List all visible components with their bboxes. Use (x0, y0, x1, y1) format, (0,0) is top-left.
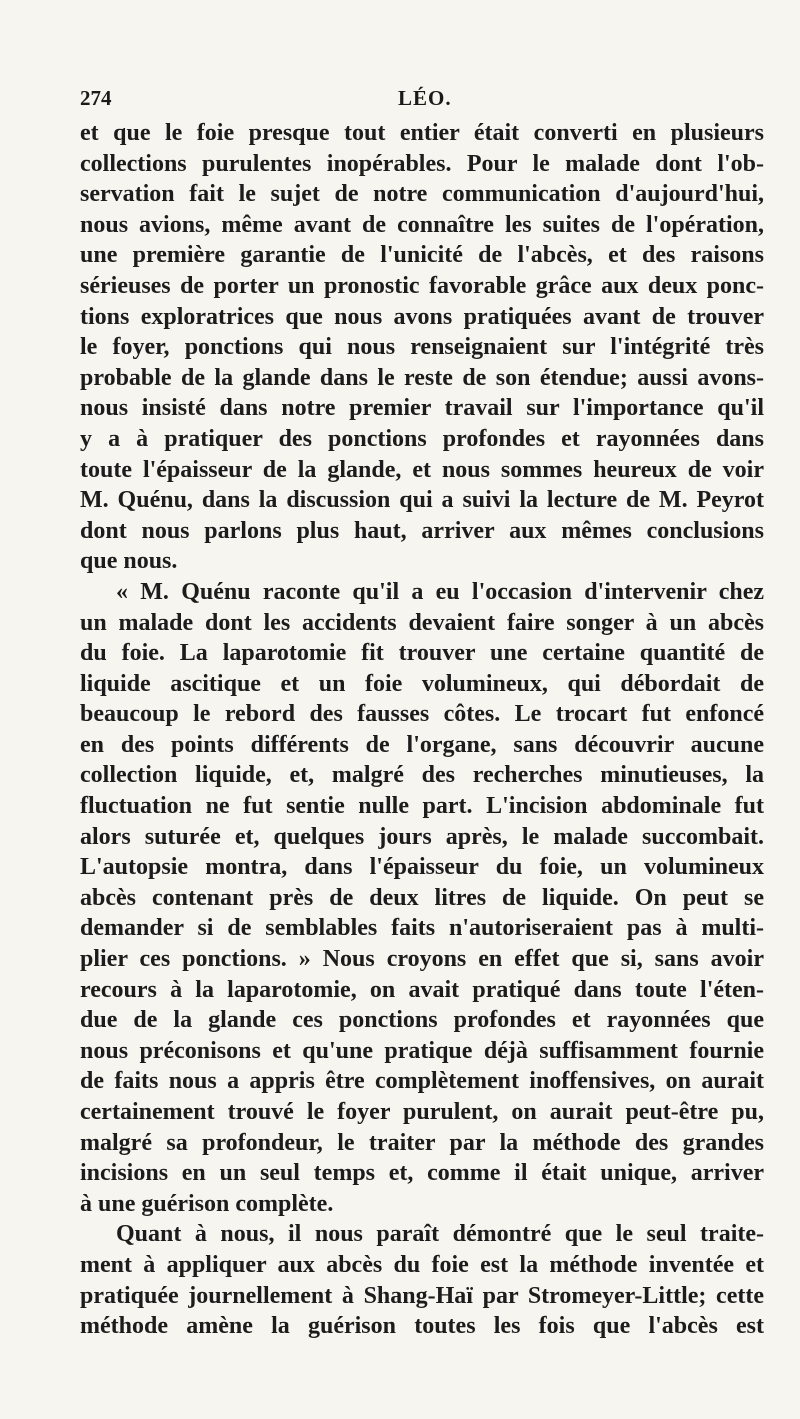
text-line: pratiquée journellement à Shang-Haï par Stromeyer-Little; cette (80, 1282, 764, 1309)
text-line: collection liquide, et, malgré des recherches minutieuses, la (80, 762, 764, 789)
text-line: en des points différents de l'organe, sans découvrir aucune (80, 731, 764, 758)
text-line: Quant à nous, il nous paraît démontré que le seul traite- (116, 1221, 764, 1248)
text-line: nous avions, même avant de connaître les suites de l'opération, (80, 211, 764, 238)
text-line: demander si de semblables faits n'autoriseraient pas à multi- (80, 915, 764, 942)
text-line: nous insisté dans notre premier travail sur l'importance qu'il (80, 395, 764, 422)
text-line: malgré sa profondeur, le traiter par la méthode des grandes (80, 1129, 764, 1156)
text-line: du foie. La laparotomie fit trouver une certaine quantité de (80, 640, 764, 667)
text-line: ment à appliquer aux abcès du foie est la méthode inventée et (80, 1251, 764, 1278)
text-line: toute l'épaisseur de la glande, et nous sommes heureux de voir (80, 456, 764, 483)
text-line: L'autopsie montra, dans l'épaisseur du foie, un volumineux (80, 854, 764, 881)
text-line: beaucoup le rebord des fausses côtes. Le trocart fut enfoncé (80, 701, 764, 728)
text-line: liquide ascitique et un foie volumineux, qui débordait de (80, 670, 764, 697)
paragraph-3 (80, 1219, 764, 1341)
text-line: le foyer, ponctions qui nous renseignaient sur l'intégrité très (80, 334, 764, 361)
text-line: une première garantie de l'unicité de l'abcès, et des raisons (80, 242, 764, 269)
text-line: alors suturée et, quelques jours après, le malade succombait. (80, 823, 764, 850)
text-line: servation fait le sujet de notre communication d'aujourd'hui, (80, 181, 764, 208)
text-line: à une guérison complète. (80, 1190, 334, 1217)
text-line: et que le foie presque tout entier était converti en plusieurs (80, 120, 764, 146)
text-line: tions exploratrices que nous avons pratiquées avant de trouver (80, 303, 764, 330)
text-line: probable de la glande dans le reste de son étendue; aussi avons- (80, 364, 764, 391)
text-line: collections purulentes inopérables. Pour le malade dont l'ob- (80, 150, 764, 177)
text-line: incisions en un seul temps et, comme il était unique, arriver (80, 1160, 764, 1187)
text-line: nous préconisons et qu'une pratique déjà suffisamment fournie (80, 1037, 764, 1064)
text-line: méthode amène la guérison toutes les fois que l'abcès est (80, 1313, 764, 1340)
text-line: « M. Quénu raconte qu'il a eu l'occasion d'intervenir chez (116, 578, 764, 605)
text-line: y a à pratiquer des ponctions profondes et rayonnées dans (80, 425, 764, 452)
body-text (80, 118, 764, 1342)
text-line: recours à la laparotomie, on avait pratiqué dans toute l'éten- (80, 976, 764, 1003)
text-line: certainement trouvé le foyer purulent, on aurait peut-être pu, (80, 1099, 764, 1125)
running-head: LÉO. (398, 86, 452, 110)
text-line: abcès contenant près de deux litres de liquide. On peut se (80, 884, 764, 911)
text-line: de faits nous a appris être complètement inoffensives, on aurait (80, 1068, 764, 1095)
paragraph-1 (80, 118, 764, 577)
text-line: sérieuses de porter un pronostic favorable grâce aux deux ponc- (80, 272, 764, 299)
paragraph-2 (80, 577, 764, 1219)
page-number: 274 (80, 86, 112, 110)
text-line: M. Quénu, dans la discussion qui a suivi la lecture de M. Peyrot (80, 487, 764, 514)
text-line: dont nous parlons plus haut, arriver aux mêmes conclusions (80, 517, 764, 544)
page-header (80, 86, 760, 116)
text-line: un malade dont les accidents devaient faire songer à un abcès (80, 609, 764, 636)
text-line: fluctuation ne fut sentie nulle part. L'incision abdominale fut (80, 793, 764, 820)
text-line: due de la glande ces ponctions profondes et rayonnées que (80, 1007, 764, 1034)
text-line: plier ces ponctions. » Nous croyons en effet que si, sans avoir (80, 946, 764, 973)
text-line: que nous. (80, 548, 178, 575)
